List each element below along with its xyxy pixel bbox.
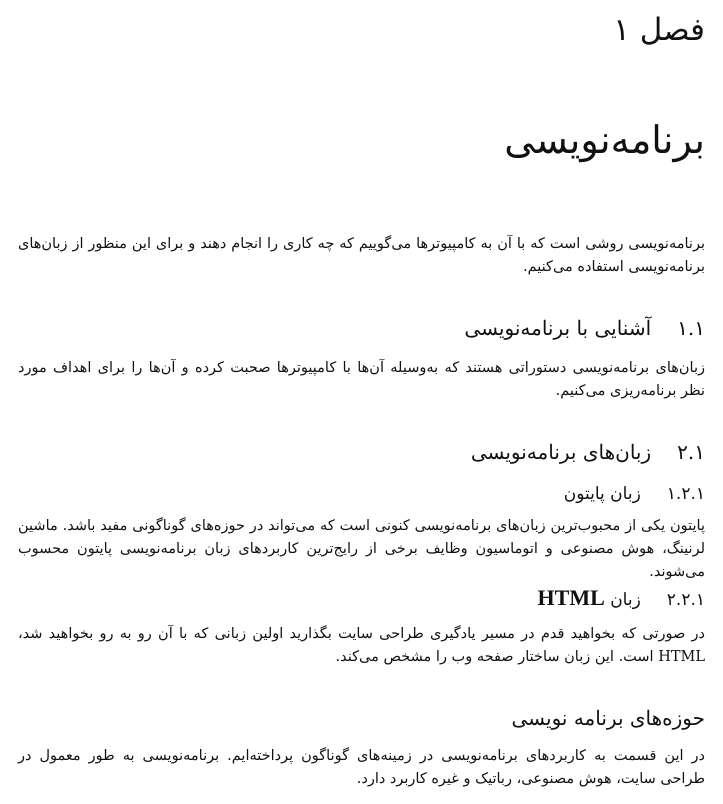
- section-number: ۱.۱: [677, 316, 705, 340]
- subsection-number: ۱.۲.۱: [666, 484, 705, 504]
- subsection-title-prefix: زبان: [610, 590, 641, 610]
- chapter-title: برنامه‌نویسی: [504, 118, 705, 162]
- subsection-heading-1-2-1: [18, 480, 705, 508]
- chapter-label: فصل ۱: [613, 12, 705, 48]
- section-number: ۲.۱: [677, 440, 705, 464]
- section-heading-1-1: [18, 312, 705, 344]
- section-title: حوزه‌های برنامه نویسی: [511, 706, 705, 730]
- subsection-2-2-1-paragraph: در صورتی که بخواهید قدم در مسیر یادگیری طراحی سایت بگذارید اولین زبانی که با آن رو به رو بخواهید شد، HTML است. این زبان ساختار صفحه وب را مشخص می‌کند.: [18, 626, 705, 665]
- section-title: آشنایی با برنامه‌نویسی: [464, 316, 652, 340]
- section-heading-2-1: [18, 436, 705, 468]
- subsection-1-2-1-paragraph: پایتون یکی از محبوب‌ترین زبان‌های برنامه‌نویسی کنونی است که می‌تواند در حوزه‌های گوناگونی مفید باشد. ماشین لرنینگ، هوش مصنوعی و اتوماسیون وظایف برخی از رایج‌ترین کاربردهای زبان برنامه‌نویسی پایتون محسوب می‌شوند.: [18, 518, 705, 580]
- subsection-title: زبان پایتون: [563, 484, 641, 504]
- section-heading-fields: [18, 702, 705, 734]
- subsection-number: ۲.۲.۱: [666, 590, 705, 610]
- section-fields-paragraph: در این قسمت به کاربردهای برنامه‌نویسی در زمینه‌های گوناگون پرداخته‌ایم. برنامه‌نویسی به طور معمول در طراحی سایت، هوش مصنوعی، رباتیک و غیره کاربرد دارد.: [18, 748, 705, 787]
- section-title: زبان‌های برنامه‌نویسی: [470, 440, 652, 464]
- subsection-title-latin: HTML: [537, 585, 605, 610]
- subsection-heading-2-2-1: [18, 584, 705, 614]
- section-1-1-paragraph: زبان‌های برنامه‌نویسی دستوراتی هستند که به‌وسیله آن‌ها با کامپیوترها صحبت کرده و آن‌ها را برای اهداف مورد نظر برنامه‌ریزی می‌کنیم.: [18, 360, 705, 399]
- chapter-intro-paragraph: برنامه‌نویسی روشی است که با آن به کامپیوترها می‌گوییم که چه کاری را انجام دهند و برای این منظور از زبان‌های برنامه‌نویسی استفاده می‌کنیم.: [18, 236, 705, 275]
